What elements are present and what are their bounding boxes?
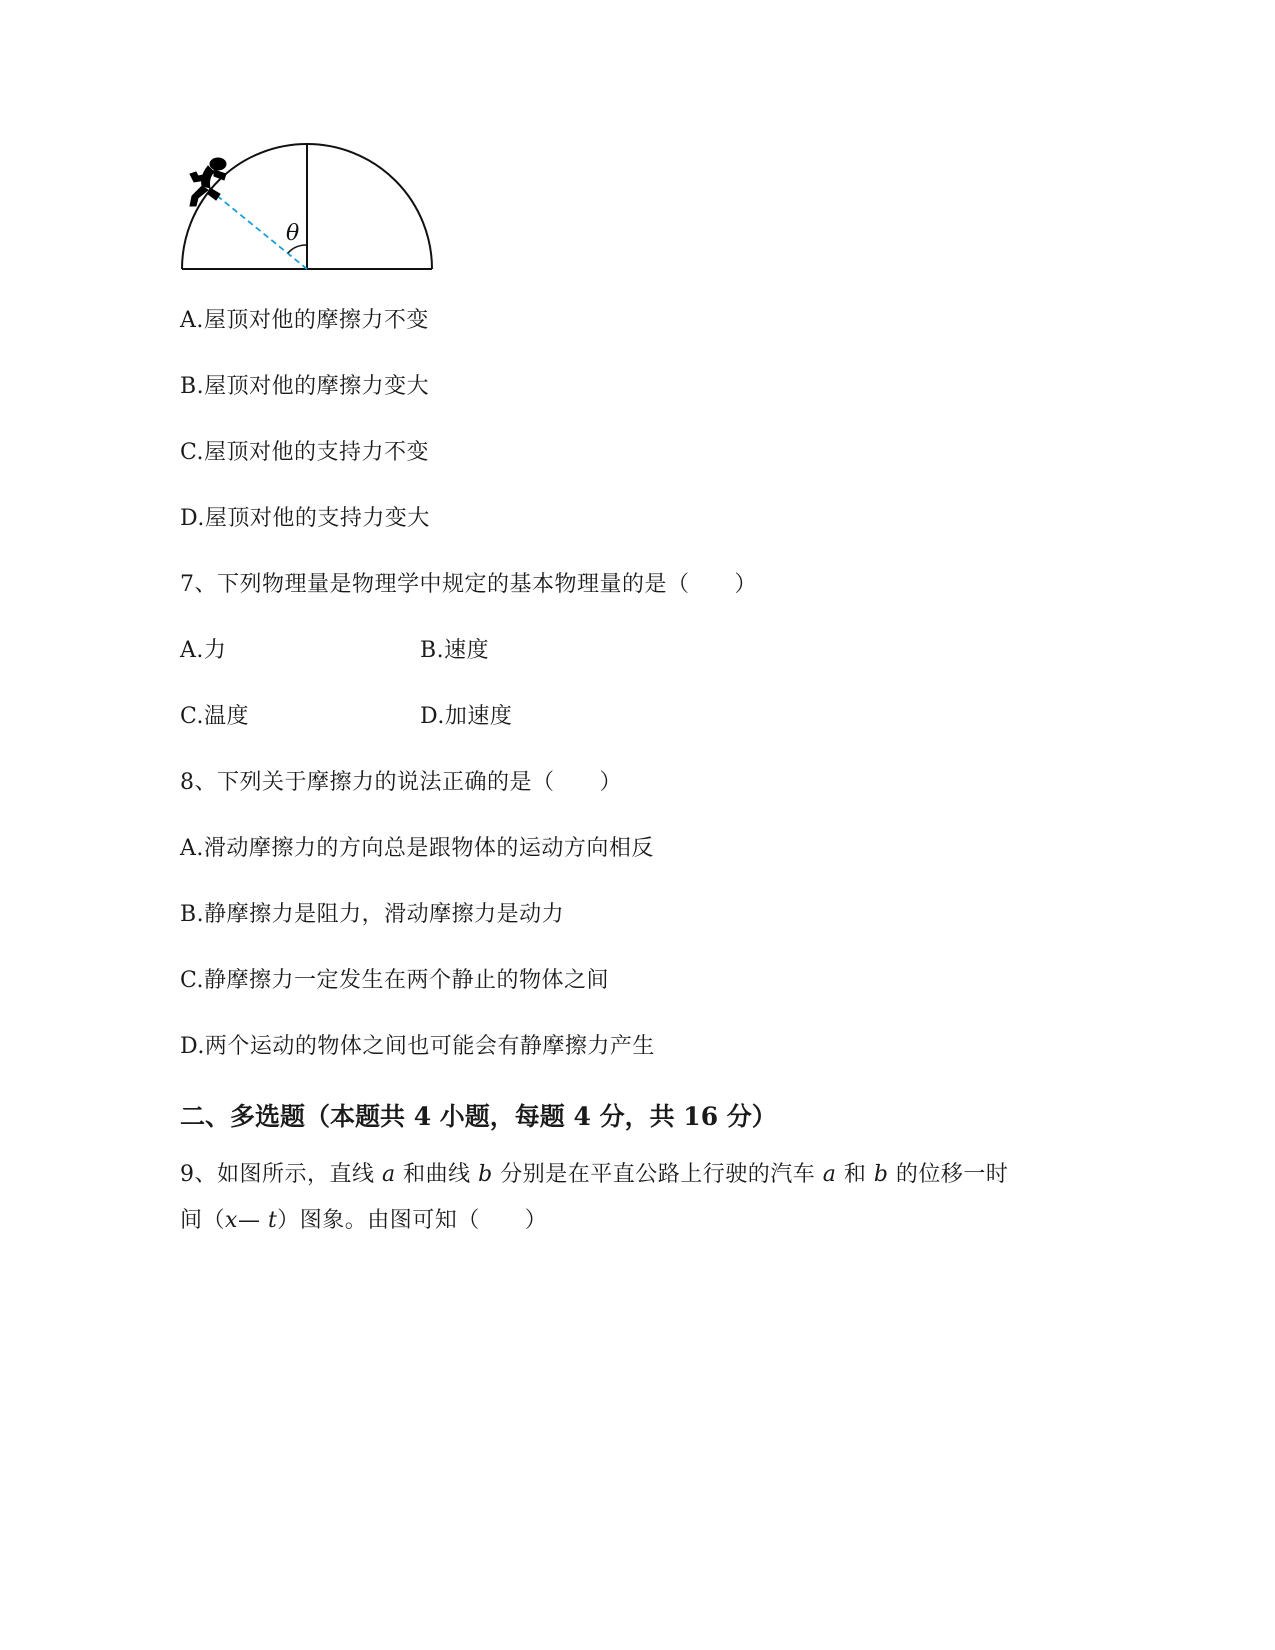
q8-option-a: A.滑动摩擦力的方向总是跟物体的运动方向相反 [180, 836, 654, 861]
q9-text-3: 分别是在平直公路上行驶的汽车 [492, 1162, 823, 1187]
q7-option-a: A.力 [180, 638, 227, 663]
q9-text-7: ）图象。由图可知（ ） [277, 1208, 548, 1233]
angle-label: θ [286, 221, 300, 246]
q9-text-1: 9、如图所示，直线 [180, 1162, 382, 1187]
q8-option-c: C.静摩擦力一定发生在两个静止的物体之间 [180, 968, 610, 993]
q9-var-b2: b [873, 1162, 889, 1187]
q9-stem-line1 [180, 1160, 1008, 1190]
q9-var-t: t [267, 1208, 278, 1233]
section-heading: 二、多选题（本题共 4 小题，每题 4 分，共 16 分） [180, 1102, 777, 1131]
q7-stem: 7、下列物理量是物理学中规定的基本物理量的是（ ） [180, 572, 757, 597]
q9-var-b: b [478, 1162, 493, 1187]
q7-option-b: B.速度 [420, 638, 490, 663]
q9-text-6: 间（ [180, 1208, 226, 1233]
q8-stem: 8、下列关于摩擦力的说法正确的是（ ） [180, 770, 622, 795]
q6-option-b: B.屋顶对他的摩擦力变大 [180, 374, 430, 399]
q8-option-d: D.两个运动的物体之间也可能会有静摩擦力产生 [180, 1034, 655, 1059]
q9-stem-line2 [180, 1206, 547, 1236]
q6-option-c: C.屋顶对他的支持力不变 [180, 440, 430, 465]
q9-text-4: 和 [836, 1162, 874, 1187]
q9-var-a2: a [822, 1162, 837, 1187]
q9-var-a: a [382, 1162, 396, 1187]
q7-option-c: C.温度 [180, 704, 250, 729]
angle-arc [288, 245, 307, 253]
q9-dash: — [237, 1208, 268, 1233]
q6-option-d: D.屋顶对他的支持力变大 [180, 506, 430, 531]
q9-var-x: x [225, 1208, 238, 1233]
roof-diagram [180, 140, 440, 280]
q8-option-b: B.静摩擦力是阻力，滑动摩擦力是动力 [180, 902, 565, 927]
q6-option-a: A.屋顶对他的摩擦力不变 [180, 308, 429, 333]
q7-option-d: D.加速度 [420, 704, 513, 729]
q9-text-5: 的位移一时 [888, 1162, 1009, 1187]
q9-text-2: 和曲线 [395, 1162, 479, 1187]
